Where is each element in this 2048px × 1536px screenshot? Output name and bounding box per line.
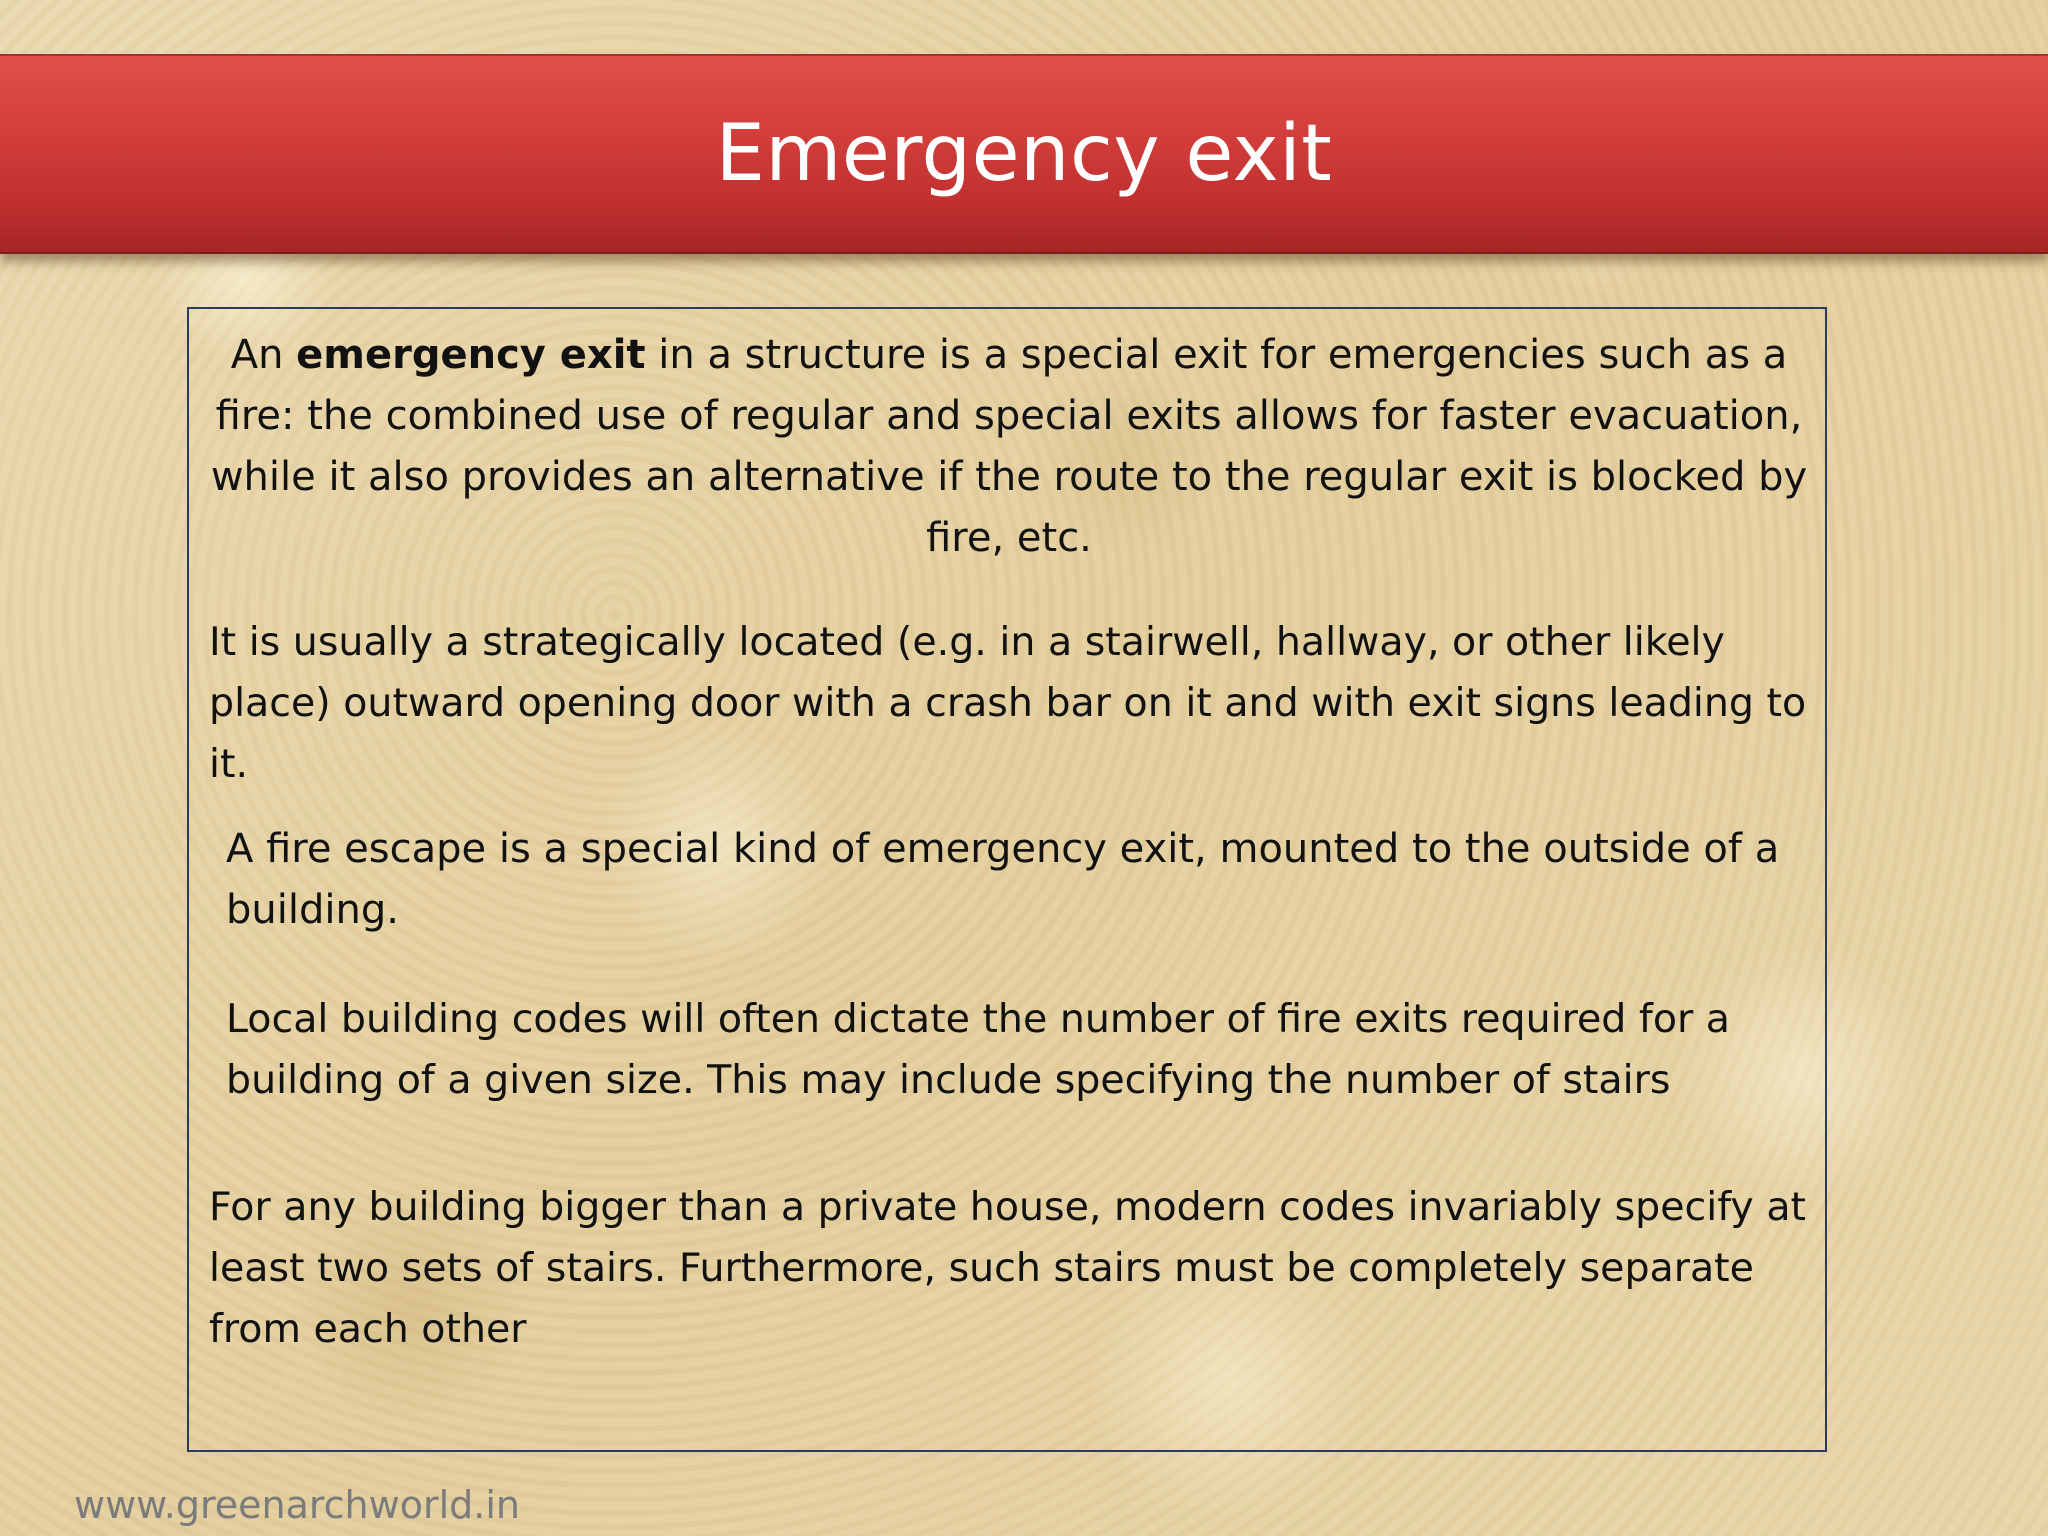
footer-website: www.greenarchworld.in <box>74 1483 520 1527</box>
paragraph-stairs: For any building bigger than a private house, modern codes invariably specify at least two sets of stairs. Furthermore, such stairs must be completely separate from each other <box>209 1184 1807 1352</box>
paragraph-building-codes: Local building codes will often dictate the number of fire exits required for a building of a given size. This may include specifying the number of stairs <box>226 996 1730 1103</box>
paragraph-fire-escape: A fire escape is a special kind of emergency exit, mounted to the outside of a building. <box>226 826 1780 933</box>
paragraph-definition <box>189 325 1829 569</box>
content-box <box>187 307 1827 1452</box>
slide-title: Emergency exit <box>715 109 1333 199</box>
paragraph-definition-prefix: An <box>230 332 297 378</box>
paragraph-definition-bold: emergency exit <box>296 332 646 378</box>
title-bar <box>0 54 2048 254</box>
paragraph-definition-suffix: in a structure is a special exit for emergencies such as a fire: the combined use of regular and special exits allows for faster evacuation, while it also provides an alternative if the route to the regular exit is blocked by fire, etc. <box>210 332 1808 561</box>
paragraph-location: It is usually a strategically located (e.g. in a stairwell, hallway, or other likely place) outward opening door with a crash bar on it and with exit signs leading to it. <box>209 619 1807 787</box>
